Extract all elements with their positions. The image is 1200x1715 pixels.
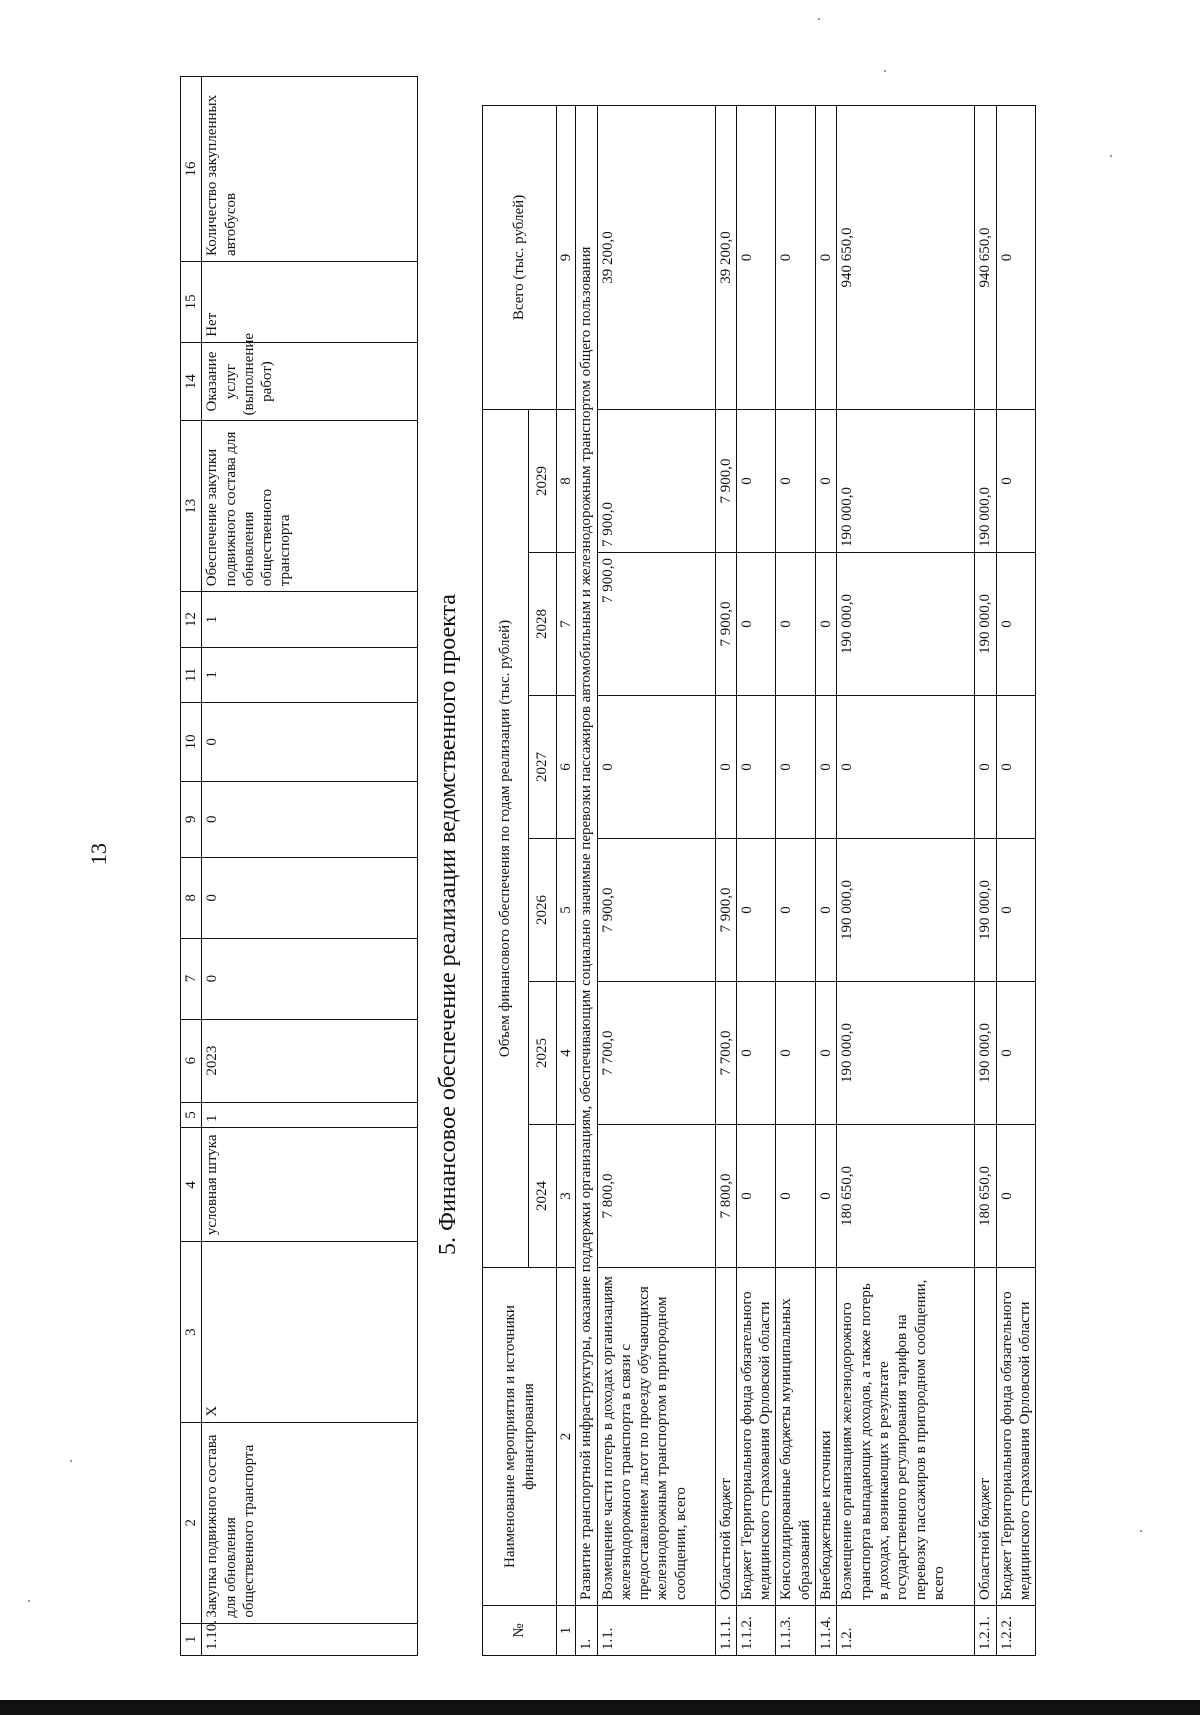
value-2024: 7 800,0: [597, 1125, 715, 1268]
section-number: 1.: [576, 1606, 597, 1656]
col-number: 2: [557, 1268, 576, 1606]
table-row: [776, 105, 816, 1655]
section-title: 5. Финансовое обеспечение реализации ведомственного проекта: [435, 594, 461, 1255]
value-2028: 7 900,0: [597, 553, 715, 696]
row-number: 1.1.2.: [736, 1606, 776, 1656]
value-2029: 7 900,0: [597, 409, 715, 552]
value-2028: 0: [776, 553, 816, 696]
col-header-name: Наименование мероприятия и источники финансирования: [483, 1268, 557, 1606]
year-header: 2026: [529, 839, 557, 982]
table1-col-header: 16: [181, 77, 202, 262]
value-2026: 190 000,0: [837, 839, 975, 982]
row-number: 1.2.: [837, 1606, 975, 1656]
table1-col-header: 1: [181, 1623, 202, 1655]
cell-value: 1: [202, 592, 418, 647]
scan-speck: [884, 70, 886, 72]
col-header-number: №: [483, 1606, 557, 1656]
year-header: 2029: [529, 409, 557, 552]
table1-col-header: 15: [181, 261, 202, 342]
row-name: Областной бюджет: [975, 1268, 996, 1606]
table1-col-header: 8: [181, 857, 202, 938]
value-2026: 7 900,0: [597, 839, 715, 982]
result-characteristic: Количество закупленных автобусов: [202, 77, 418, 262]
value-2024: 0: [816, 1125, 837, 1268]
table-row: [597, 105, 715, 1655]
value-2028: 0: [736, 553, 776, 696]
cell-value: 1: [202, 1102, 418, 1127]
value-total: 39 200,0: [715, 105, 736, 409]
value-2029: 0: [996, 409, 1036, 552]
value-2026: 0: [996, 839, 1036, 982]
value-2028: 190 000,0: [975, 553, 996, 696]
row-number: 1.1.1.: [715, 1606, 736, 1656]
col-number: 8: [557, 409, 576, 552]
value-2029: 0: [736, 409, 776, 552]
value-2027: 0: [996, 696, 1036, 839]
table-row: [736, 105, 776, 1655]
value-2026: 190 000,0: [975, 839, 996, 982]
table-row: [715, 105, 736, 1655]
value-2029: 0: [816, 409, 837, 552]
value-2025: 190 000,0: [837, 982, 975, 1125]
value-2028: 0: [816, 553, 837, 696]
table1-col-header: 7: [181, 938, 202, 1019]
row-number: 1.1.: [597, 1606, 715, 1656]
cell-value: 0: [202, 857, 418, 938]
value-2027: 0: [837, 696, 975, 839]
row-name: Внебюджетные источники: [816, 1268, 837, 1606]
cell-value: Нет: [202, 261, 418, 342]
col-number: 6: [557, 696, 576, 839]
value-2029: 0: [776, 409, 816, 552]
value-2028: 7 900,0: [715, 553, 736, 696]
table1-col-header: 12: [181, 592, 202, 647]
unit: условная штука: [202, 1128, 418, 1242]
scan-speck: [28, 1600, 30, 1602]
table1-col-header: 3: [181, 1242, 202, 1422]
base-year: 2023: [202, 1019, 418, 1102]
row-name: Возмещение организациям железнодорожного транспорта выпадающих доходов, а также потерь в доходах, возникающих в результате государственного регулирования тарифов на перевозку пассажиров в пригородном сообщении, всего: [837, 1268, 975, 1606]
section-text: Развитие транспортной инфраструктуры, оказание поддержки организациям, обеспечивающим социально значимые перевозки пассажиров автомобильным и железнодорожным транспортом общего пользования: [576, 105, 597, 1605]
value-2026: 7 900,0: [715, 839, 736, 982]
value-2024: 0: [996, 1125, 1036, 1268]
value-2027: 0: [975, 696, 996, 839]
scan-speck: [1140, 1530, 1142, 1532]
scan-speck: [1110, 155, 1112, 157]
table1-col-header: 11: [181, 647, 202, 702]
year-header: 2027: [529, 696, 557, 839]
value-2028: 190 000,0: [837, 553, 975, 696]
col-header-total: Всего (тыс. рублей): [483, 105, 557, 409]
section-row: [576, 105, 597, 1655]
year-header: 2028: [529, 553, 557, 696]
value-2026: 0: [816, 839, 837, 982]
table1-header-row: [181, 77, 202, 1656]
value-2025: 0: [736, 982, 776, 1125]
column-number-row: [557, 105, 576, 1655]
table1-col-header: 9: [181, 781, 202, 857]
scan-speck: [70, 1460, 72, 1462]
col-header-years: Объем финансового обеспечения по годам реализации (тыс. рублей): [483, 409, 529, 1267]
value-2026: 0: [736, 839, 776, 982]
cell-value: 0: [202, 781, 418, 857]
result-description: Обеспечение закупки подвижного состава для обновления общественного транспорта: [202, 421, 418, 592]
value-2027: 0: [816, 696, 837, 839]
row-name: Возмещение части потерь в доходах организациям железнодорожного транспорта в связи с предоставлением льгот по проезду обучающихся железнодорожным транспортом в пригородном сообщении, всего: [597, 1268, 715, 1606]
value-2025: 7 700,0: [597, 982, 715, 1125]
table2-header-row: [483, 105, 529, 1655]
value-2024: 180 650,0: [975, 1125, 996, 1268]
row-number: 1.2.2.: [996, 1606, 1036, 1656]
row-number: 1.1.4.: [816, 1606, 837, 1656]
value-2024: 0: [736, 1125, 776, 1268]
table-row: [202, 77, 418, 1656]
value-2029: 190 000,0: [837, 409, 975, 552]
table-row: [996, 105, 1036, 1655]
table1-col-header: 5: [181, 1102, 202, 1127]
row-name: Бюджет Территориального фонда обязательного медицинского страхования Орловской области: [996, 1268, 1036, 1606]
col-number: 9: [557, 105, 576, 409]
value-2025: 0: [996, 982, 1036, 1125]
value-2025: 7 700,0: [715, 982, 736, 1125]
row-number: 1.10.: [202, 1623, 418, 1655]
table1-col-header: 13: [181, 421, 202, 592]
value-2025: 0: [776, 982, 816, 1125]
col-number: 5: [557, 839, 576, 982]
value-2029: 190 000,0: [975, 409, 996, 552]
result-name: Закупка подвижного состава для обновления общественного транспорта: [202, 1422, 418, 1623]
row-name: Областной бюджет: [715, 1268, 736, 1606]
value-2024: 0: [776, 1125, 816, 1268]
table-row: [837, 105, 975, 1655]
result-type: Оказание услуг (выполнение работ): [202, 342, 418, 421]
value-total: 0: [776, 105, 816, 409]
year-header: 2024: [529, 1125, 557, 1268]
cell-type: Х: [202, 1242, 418, 1422]
value-2025: 190 000,0: [975, 982, 996, 1125]
financing-table: [482, 105, 1036, 1656]
col-number: 1: [557, 1606, 576, 1656]
value-2024: 7 800,0: [715, 1125, 736, 1268]
cell-value: 1: [202, 647, 418, 702]
cell-value: 0: [202, 938, 418, 1019]
scan-edge: [0, 1700, 1200, 1715]
table1-wrapper: [180, 76, 418, 1656]
col-number: 3: [557, 1125, 576, 1268]
value-2027: 0: [736, 696, 776, 839]
page-number: 13: [86, 843, 111, 865]
value-total: 0: [816, 105, 837, 409]
table1-col-header: 4: [181, 1128, 202, 1242]
value-total: 940 650,0: [975, 105, 996, 409]
value-total: 0: [996, 105, 1036, 409]
row-name: Консолидированные бюджеты муниципальных образований: [776, 1268, 816, 1606]
col-number: 4: [557, 982, 576, 1125]
value-2027: 0: [776, 696, 816, 839]
row-name: Бюджет Территориального фонда обязательного медицинского страхования Орловской области: [736, 1268, 776, 1606]
scan-speck: [818, 18, 820, 20]
value-2027: 0: [715, 696, 736, 839]
value-2025: 0: [816, 982, 837, 1125]
value-total: 0: [736, 105, 776, 409]
table1-col-header: 14: [181, 342, 202, 421]
value-2026: 0: [776, 839, 816, 982]
cell-value: 0: [202, 703, 418, 782]
outcomes-table: [180, 76, 418, 1656]
value-2027: 0: [597, 696, 715, 839]
row-number: 1.1.3.: [776, 1606, 816, 1656]
table1-col-header: 2: [181, 1422, 202, 1623]
table-row: [975, 105, 996, 1655]
table1-col-header: 6: [181, 1019, 202, 1102]
value-2024: 180 650,0: [837, 1125, 975, 1268]
row-number: 1.2.1.: [975, 1606, 996, 1656]
table-row: [816, 105, 837, 1655]
value-2029: 7 900,0: [715, 409, 736, 552]
table1-col-header: 10: [181, 703, 202, 782]
value-total: 940 650,0: [837, 105, 975, 409]
value-total: 39 200,0: [597, 105, 715, 409]
col-number: 7: [557, 553, 576, 696]
year-header: 2025: [529, 982, 557, 1125]
table2-wrapper: [482, 105, 1036, 1656]
value-2028: 0: [996, 553, 1036, 696]
